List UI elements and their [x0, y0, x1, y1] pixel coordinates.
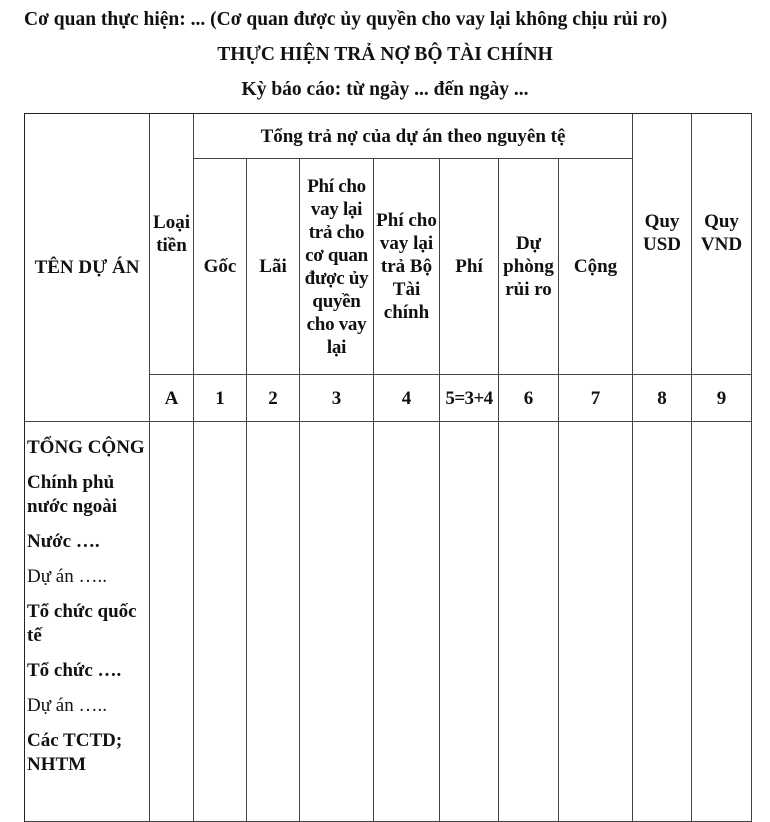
header-usd-label: Quy USD — [642, 211, 681, 255]
project-names-cell — [25, 422, 150, 822]
index-cell: 6 — [499, 375, 559, 422]
row-label-project: Dự án ….. — [27, 695, 107, 716]
index-cell: 7 — [559, 375, 633, 422]
index-cell: 3 — [300, 375, 374, 422]
header-currency-type — [150, 114, 194, 375]
header-onlending-fee-mof: Phí cho vay lại trả Bộ Tài chính — [374, 159, 440, 375]
header-usd-equivalent — [633, 114, 692, 375]
header-vnd-label: Quy VND — [700, 211, 743, 255]
value-cell-principal — [194, 422, 247, 822]
header-principal: Gốc — [194, 159, 247, 375]
index-cell: 9 — [692, 375, 752, 422]
value-cell-risk-reserve — [499, 422, 559, 822]
row-label-international-org: Tổ chức quốc tế — [27, 601, 137, 646]
header-fee: Phí — [440, 159, 499, 375]
index-cell: A — [150, 375, 194, 422]
header-project-name: TÊN DỰ ÁN — [25, 114, 150, 422]
row-label-credit-institutions: Các TCTD; NHTM — [27, 730, 123, 775]
report-title: THỰC HIỆN TRẢ NỢ BỘ TÀI CHÍNH — [217, 44, 553, 65]
row-label-country: Nước …. — [27, 531, 100, 552]
row-label-organization: Tổ chức …. — [27, 660, 122, 681]
value-cell-total — [559, 422, 633, 822]
row-label-foreign-government: Chính phủ nước ngoài — [27, 472, 118, 517]
value-cell-currency — [150, 422, 194, 822]
index-cell: 4 — [374, 375, 440, 422]
index-cell: 1 — [194, 375, 247, 422]
header-currency-type-label: Loại tiền — [153, 212, 190, 256]
value-cell-fee-mof — [374, 422, 440, 822]
debt-repayment-table — [24, 113, 752, 822]
value-cell-usd — [633, 422, 692, 822]
header-group-total: Tổng trả nợ của dự án theo nguyên tệ — [194, 114, 633, 159]
value-cell-fee — [440, 422, 499, 822]
index-cell: 2 — [247, 375, 300, 422]
row-label-total: TỔNG CỘNG — [27, 437, 145, 458]
value-cell-fee-agency — [300, 422, 374, 822]
header-total: Cộng — [559, 159, 633, 375]
index-cell: 8 — [633, 375, 692, 422]
report-period: Kỳ báo cáo: từ ngày ... đến ngày ... — [241, 79, 529, 100]
agency-line: Cơ quan thực hiện: ... (Cơ quan được ủy quyền cho vay lại không chịu rủi ro) — [24, 9, 668, 30]
header-vnd-equivalent — [692, 114, 752, 375]
header-onlending-fee-agency: Phí cho vay lại trả cho cơ quan được ủy quyền cho vay lại — [300, 159, 374, 375]
row-label-project: Dự án ….. — [27, 566, 107, 587]
header-interest: Lãi — [247, 159, 300, 375]
value-cell-vnd — [692, 422, 752, 822]
value-cell-interest — [247, 422, 300, 822]
index-cell: 5=3+4 — [440, 375, 499, 422]
header-risk-reserve: Dự phòng rủi ro — [499, 159, 559, 375]
